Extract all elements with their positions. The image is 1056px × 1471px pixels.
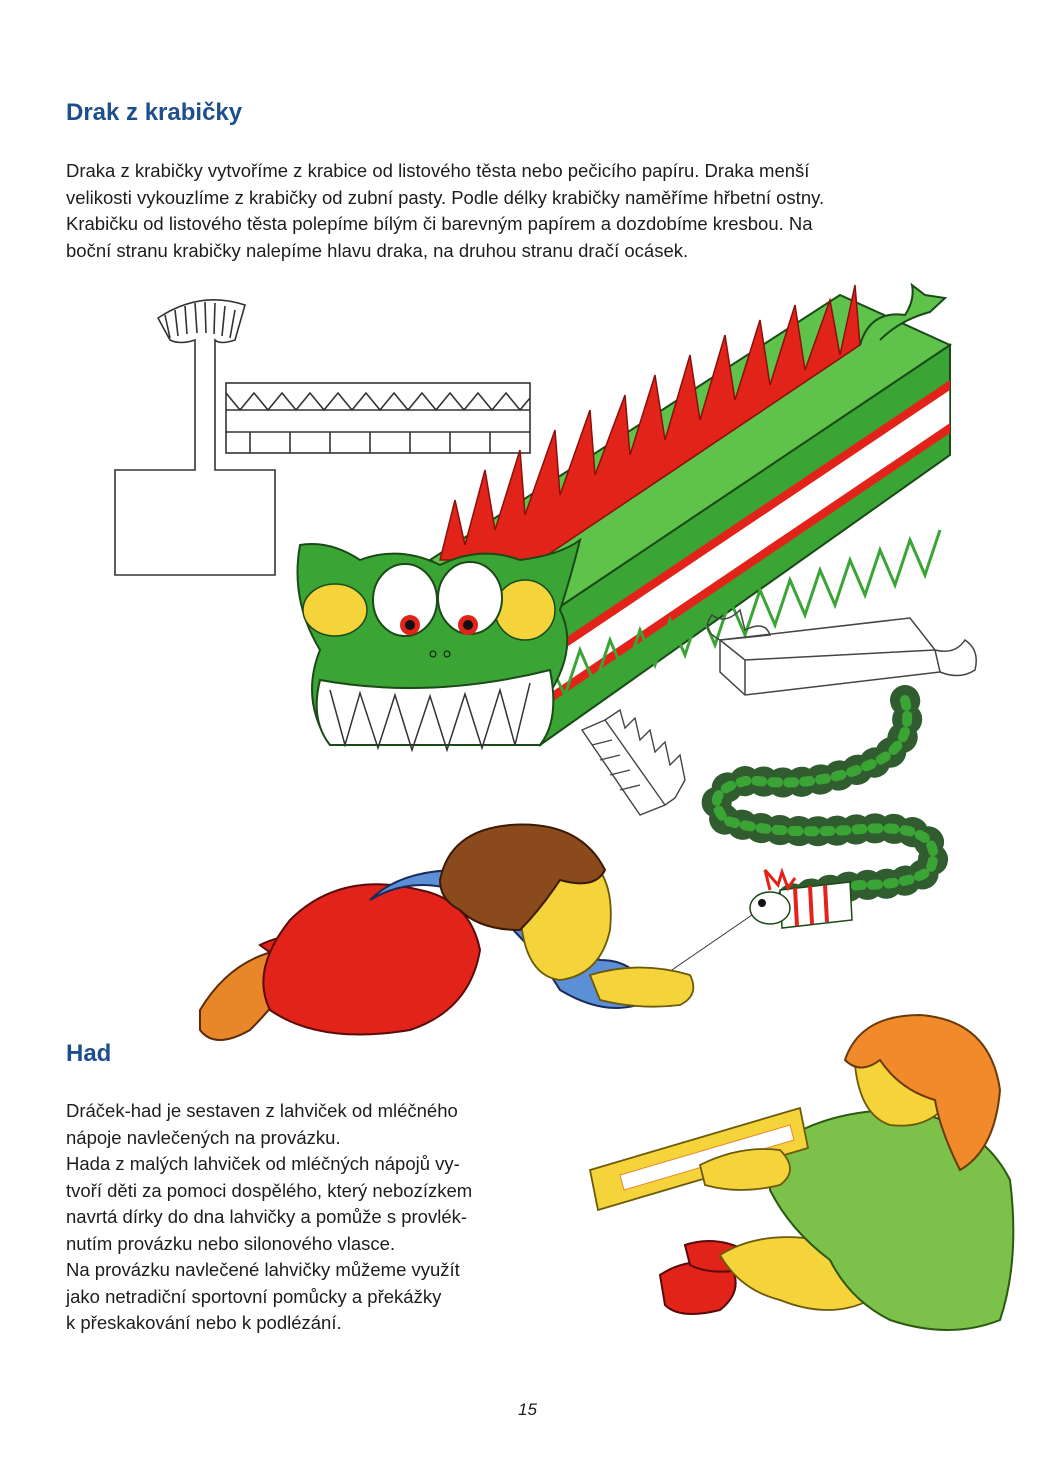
snake-line: tvoří děti za pomoci dospělého, který nebozízkem: [66, 1179, 473, 1201]
crawling-boy-illustration: [200, 825, 693, 1040]
snake-paragraph: [66, 1098, 566, 1337]
page-number: 15: [518, 1400, 537, 1419]
snake-line: Na provázku navlečené lahvičky můžeme využít: [66, 1259, 460, 1280]
sitting-girl-illustration: [590, 1015, 1013, 1330]
dragon-box-illustration: [298, 285, 951, 750]
intro-line: velikosti vykouzlíme z krabičky od zubní pasty. Podle délky krabičky naměříme hřbetní ostny.: [66, 186, 825, 208]
intro-line: boční stranu krabičky nalepíme hlavu draka, na druhou stranu dračí ocásek.: [66, 239, 689, 261]
snake-line: Hada z malých lahviček od mléčných nápojů vy-: [66, 1153, 460, 1174]
section-title-dragon: Drak z krabičky: [66, 99, 243, 126]
snake-line: k přeskakování nebo k podlézání.: [66, 1312, 342, 1333]
snake-line: navrtá dírky do dna lahvičky a pomůže s provlék-: [66, 1206, 468, 1227]
snake-line: Dráček-had je sestaven z lahviček od mléčného: [66, 1100, 458, 1121]
snake-bottles-illustration: [650, 700, 933, 985]
intro-line: Draka z krabičky vytvoříme z krabice od listového těsta nebo pečicího papíru. Draka menší: [66, 160, 810, 181]
spike-strip-sketch: [582, 710, 685, 815]
snake-line: nápoje navlečených na provázku.: [66, 1126, 341, 1148]
snake-line: jako netradiční sportovní pomůcky a překážky: [66, 1285, 442, 1307]
snake-line: nutím provázku nebo silonového vlasce.: [66, 1232, 396, 1254]
section-title-snake: Had: [66, 1040, 112, 1067]
intro-line: Krabičku od listového těsta polepíme bílým či barevným papírem a dozdobíme kresbou. Na: [66, 213, 813, 234]
